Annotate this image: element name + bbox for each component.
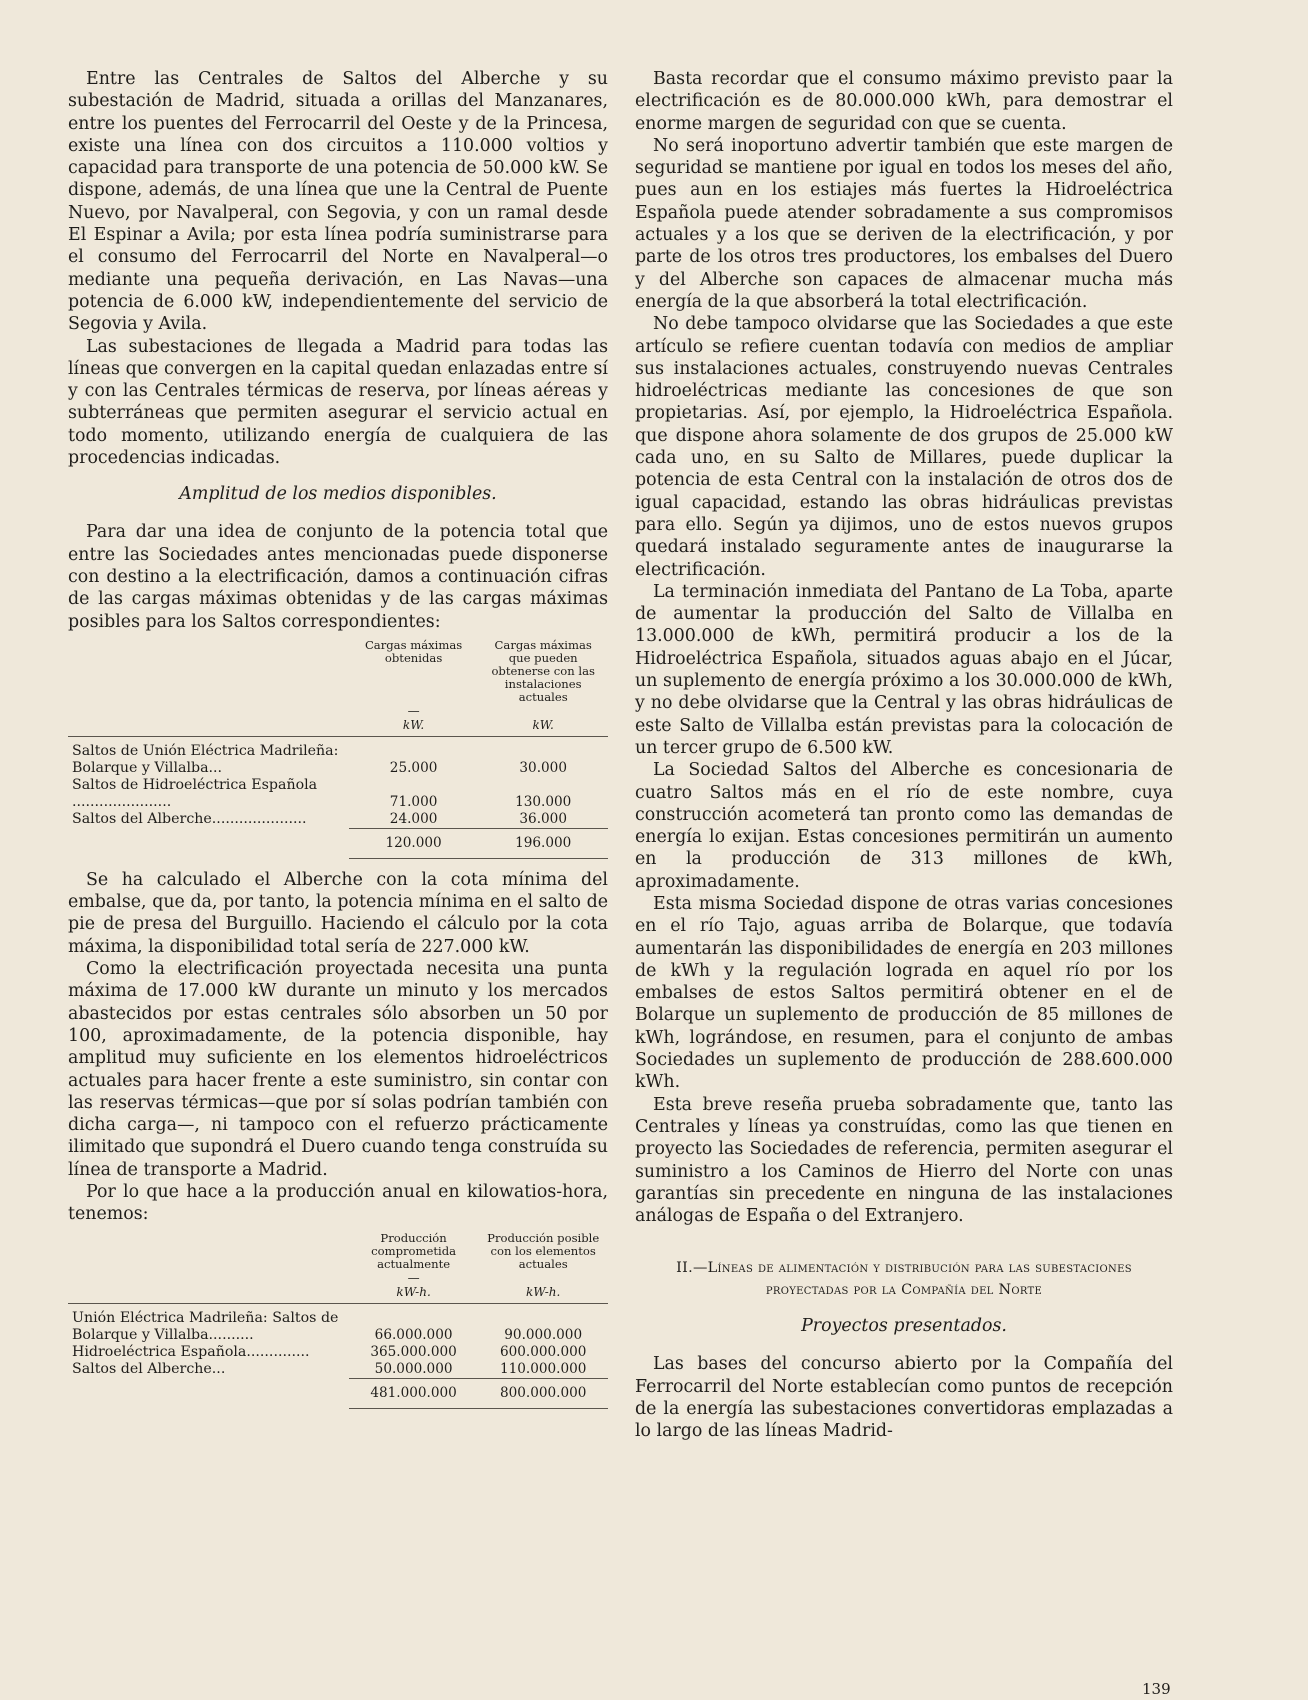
right-column <box>635 68 1173 1443</box>
table-row <box>68 1344 608 1361</box>
unit-label: kW-h. <box>478 1285 608 1304</box>
table-row <box>68 777 608 811</box>
paragraph: La Sociedad Saltos del Alberche es concesionaria de cuatro Saltos más en el río de este nombre, cuya construcción acometerá tan pronto como las demandas de energía lo exijan. Estas concesiones permitirán un aumento en la producción de 313 millones de kWh, aproximadamente. <box>635 760 1173 892</box>
row-label: Saltos del Alberche... <box>72 1361 226 1378</box>
total-value: 800.000.000 <box>478 1378 608 1408</box>
paragraph: Las bases del concurso abierto por la Compañía del Ferrocarril del Norte establecían como puntos de recepción de la energía las subestaciones convertidoras emplazadas a lo largo de las líneas Madrid- <box>635 1354 1173 1442</box>
unit-label: kW-h. <box>349 1285 479 1304</box>
row-label: Saltos de Hidroeléctrica Española ...................... <box>72 776 318 810</box>
cell-value: 30.000 <box>519 759 567 776</box>
total-row <box>68 828 608 858</box>
total-value: 481.000.000 <box>349 1378 479 1408</box>
total-row <box>68 1378 608 1408</box>
paragraph: Por lo que hace a la producción anual en kilowatios-hora, tenemos: <box>68 1181 608 1225</box>
table-row <box>68 736 608 777</box>
column-header: Producción posible con los elementos actuales <box>487 1230 600 1271</box>
paragraph: Esta breve reseña prueba sobradamente que, tanto las Centrales y líneas ya construídas, como las que tienen en proyecto las Sociedades de referencia, permiten asegurar el suministro a los Caminos de Hierro del Norte con unas garantías sin precedente en ninguna de las instalaciones análogas de España o del Extranjero. <box>635 1094 1173 1227</box>
table-row <box>68 1303 608 1344</box>
dash: — <box>407 1270 420 1285</box>
section-subheading: Proyectos presentados. <box>801 1316 1007 1337</box>
paragraph: Entre las Centrales de Saltos del Alberche y su subestación de Madrid, situada a orillas del Manzanares, entre los puentes del Ferrocarril del Oeste y de la Princesa, existe una línea con dos circuitos a 110.000 voltios y capacidad para transporte de una potencia de 50.000 kW. Se dispone, además, de una línea que une la Central de Puente Nuevo, por Navalperal, con Segovia, y con un ramal desde El Espinar a Avila; por esta línea podría suministrarse para el consumo del Ferrocarril del Norte en Navalperal—o mediante una pequeña derivación, en Las Navas—una potencia de 6.000 kW, independientemente del servicio de Segovia y Avila. <box>68 69 608 335</box>
annual-production-table <box>68 1232 608 1409</box>
page-number: 139 <box>1142 1680 1171 1698</box>
cell-value: 24.000 <box>389 810 438 827</box>
row-label: Saltos del Alberche..................... <box>72 811 307 828</box>
paragraph: La terminación inmediata del Pantano de La Toba, aparte de aumentar la producción del Salto de Villalba en 13.000.000 de kWh, permitirá producir a los de la Hidroeléctrica Española, situados aguas abajo en el Júcar, un suplemento de energía próximo a los 30.000.000 de kWh, y no debe olvidarse que la Central y las obras hidráulicas de este Salto de Villalba están previstas para la colocación de un tercer grupo de 6.500 kW. <box>635 581 1173 758</box>
column-header: Producción comprometida actualmente <box>371 1230 457 1271</box>
column-header: Cargas máximas que pueden obtenerse con las instalaciones actuales <box>491 637 595 704</box>
paragraph: No será inoportuno advertir también que este margen de seguridad se mantiene por igual en todos los meses del año, pues aun en los estiajes más fuertes la Hidroeléctrica Española puede atender sobradamente a sus compromisos actuales y a los que se deriven de la electrificación, y por parte de los otros tres productores, los embalses del Duero y del Alberche son capaces de almacenar mucha más energía de la que absorberá la total electrificación. <box>635 135 1173 312</box>
table-row <box>68 1361 608 1379</box>
cell-value: 90.000.000 <box>504 1326 583 1343</box>
paragraph: Para dar una idea de conjunto de la potencia total que entre las Sociedades antes mencionadas puede disponerse con destino a la electrificación, damos a continuación cifras de las cargas máximas obtenidas y de las cargas máximas posibles para los Saltos correspondientes: <box>68 522 608 632</box>
table-row <box>68 811 608 829</box>
row-label: Hidroeléctrica Española.............. <box>72 1343 310 1360</box>
cell-value: 50.000.000 <box>374 1360 453 1377</box>
left-column <box>68 68 608 1413</box>
paragraph: Basta recordar que el consumo máximo previsto paar la electrificación es de 80.000.000 kWh, para demostrar el enorme margen de seguridad con que se cuenta. <box>635 69 1173 134</box>
paragraph: Esta misma Sociedad dispone de otras varias concesiones en el río Tajo, aguas arriba de Bolarque, que todavía aumentarán las disponibilidades de energía en 203 millones de kWh y la regulación lograda en aquel río por los embalses de estos Saltos permitirá obtener en el de Bolarque un suplemento de producción de 85 millones de kWh, lográndose, en resumen, para el conjunto de ambas Sociedades un suplemento de producción de 288.600.000 kWh. <box>635 893 1173 1093</box>
cell-value: 130.000 <box>515 793 572 810</box>
section-subheading: Amplitud de los medios disponibles. <box>179 484 497 505</box>
total-value: 196.000 <box>478 828 608 858</box>
paragraph: Como la electrificación proyectada necesita una punta máxima de 17.000 kW durante un minuto y los mercados abastecidos por estas centrales sólo absorben un 50 por 100, aproximadamente, de la potencia disponible, hay amplitud muy suficiente en los elementos hidroeléctricos actuales para hacer frente a este suministro, sin contar con las reservas térmicas—que por sí solas podrían también con dicha carga—, ni tampoco con el refuerzo prácticamente ilimitado que supondrá el Duero cuando tenga construída su línea de transporte a Madrid. <box>68 959 608 1180</box>
row-label: Saltos de Unión Eléctrica Madrileña: Bolarque y Villalba... <box>72 742 339 776</box>
cell-value: 110.000.000 <box>499 1360 587 1377</box>
cell-value: 71.000 <box>389 793 438 810</box>
paragraph: No debe tampoco olvidarse que las Sociedades a que este artículo se refiere cuentan todavía con medios de ampliar sus instalaciones actuales, construyendo nuevas Centrales hidroeléctricas mediante las concesiones de que son propietarias. Así, por ejemplo, la Hidroeléctrica Española. que dispone ahora solamente de dos grupos de 25.000 kW cada uno, en su Salto de Millares, puede duplicar la potencia de esta Central con la instalación de otros dos de igual capacidad, estando las obras hidráulicas previstas para ello. Según ya dijimos, uno de estos nuevos grupos quedará instalado seguramente antes de inaugurarse la electrificación. <box>635 314 1173 580</box>
unit-label: kW. <box>349 718 479 737</box>
column-header: Cargas máximas obtenidas <box>364 637 463 665</box>
cell-value: 66.000.000 <box>374 1326 453 1343</box>
unit-label: kW. <box>478 718 608 737</box>
dash: — <box>407 703 420 718</box>
cell-value: 365.000.000 <box>370 1343 457 1360</box>
cell-value: 600.000.000 <box>499 1343 587 1360</box>
cell-value: 36.000 <box>519 810 567 827</box>
total-value: 120.000 <box>349 828 479 858</box>
row-label: Unión Eléctrica Madrileña: Saltos de Bolarque y Villalba.......... <box>72 1309 339 1343</box>
cell-value: 25.000 <box>389 759 438 776</box>
paragraph: Se ha calculado el Alberche con la cota mínima del embalse, que da, por tanto, la potencia mínima en el salto de pie de presa del Burguillo. Haciendo el cálculo por la cota máxima, la disponibilidad total sería de 227.000 kW. <box>68 869 608 957</box>
max-loads-table <box>68 639 608 859</box>
paragraph: Las subestaciones de llegada a Madrid para todas las líneas que convergen en la capital quedan enlazadas entre sí y con las Centrales térmicas de reserva, por líneas aéreas y subterráneas que permiten asegurar el servicio actual en todo momento, utilizando energía de cualquiera de las procedencias indicadas. <box>68 336 608 469</box>
section-title: II.—Líneas de alimentación y distribución para las subestaciones proyectadas por la Compañía del Norte <box>676 1260 1132 1299</box>
